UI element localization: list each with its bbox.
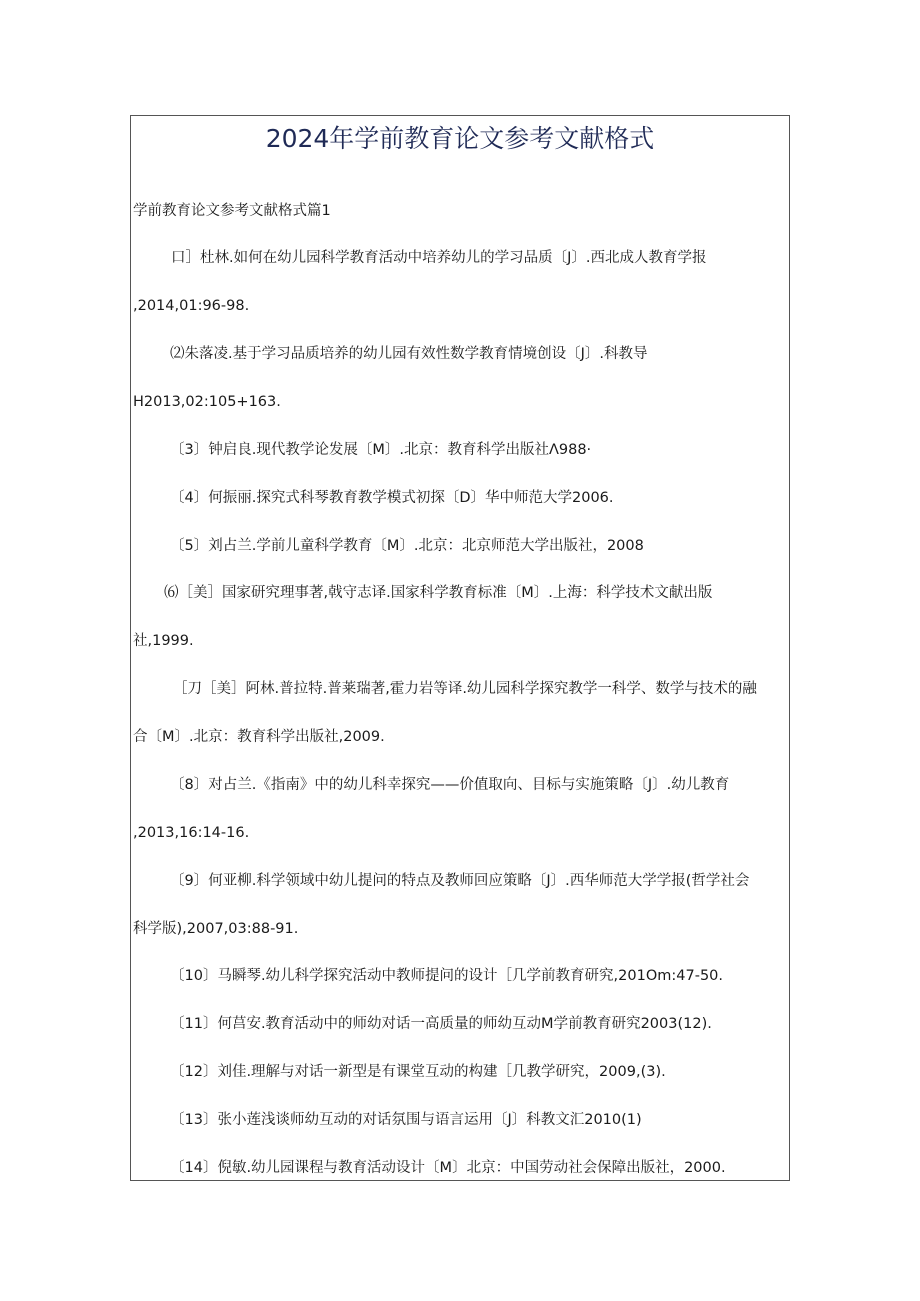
reference-line: 〔4〕何振丽.探究式科琴教育教学模式初探〔D〕华中师范大学2006. [170, 490, 614, 506]
reference-line: ,2013,16:14-16. [133, 825, 250, 841]
reference-line: ［刀［美］阿林.普拉特.普莱瑞著,霍力岩等译.幼儿园科学探究教学一科学、数学与技术的融 [173, 681, 757, 697]
reference-line: ⑵朱落凌.基于学习品质培养的幼儿园有效性数学教育情境创设〔J〕.科教导 [170, 346, 648, 362]
reference-line: 〔14〕倪敏.幼儿园课程与教育活动设计〔M〕北京：中国劳动社会保障出版社，2000. [170, 1160, 726, 1176]
reference-line: 科学版),2007,03:88-91. [133, 921, 299, 937]
reference-line: ⑹［美］国家研究理事著,戟守志译.国家科学教育标准〔M〕.上海：科学技术文献出版 [164, 585, 713, 601]
reference-line: ,2014,01:96-98. [133, 298, 250, 314]
reference-line: H2013,02:105+163. [133, 394, 281, 410]
reference-line: 〔3〕钟启良.现代教学论发展〔M〕.北京：教育科学出版社Λ988· [170, 442, 592, 458]
reference-line: 〔8〕对占兰.《指南》中的幼儿科幸探究——价值取向、目标与实施策略〔J〕.幼儿教育 [170, 777, 730, 793]
reference-line: 合〔M〕.北京：教育科学出版社,2009. [133, 729, 385, 745]
reference-line: 〔10〕马瞬琴.幼儿科学探究活动中教师提问的设计［几学前教育研究,201Om:47-50. [170, 968, 724, 984]
document-title: 2024年学前教育论文参考文献格式 [265, 124, 655, 153]
reference-line: 〔11〕何莒安.教育活动中的师幼对话一高质量的师幼互动M学前教育研究2003(12). [170, 1016, 712, 1032]
reference-line: 〔5〕刘占兰.学前儿童科学教育〔M〕.北京：北京师范大学出版社，2008 [170, 538, 644, 554]
reference-line: 口］杜林.如何在幼儿园科学教育活动中培养幼儿的学习品质〔J〕.西北成人教育学报 [171, 250, 707, 266]
reference-line: 〔12〕刘佳.理解与对话一新型是有课堂互动的构建［几教学研究，2009,(3). [170, 1064, 666, 1080]
reference-line: 〔9〕何亚柳.科学领域中幼儿提问的特点及教师回应策略〔J〕.西华师范大学学报(哲学社会 [170, 873, 750, 889]
section-heading: 学前教育论文参考文献格式篇1 [133, 203, 331, 219]
reference-line: 〔13〕张小莲浅谈师幼互动的对话氛围与语言运用〔J〕科教文汇2010(1) [170, 1112, 642, 1128]
reference-line: 社,1999. [133, 633, 194, 649]
